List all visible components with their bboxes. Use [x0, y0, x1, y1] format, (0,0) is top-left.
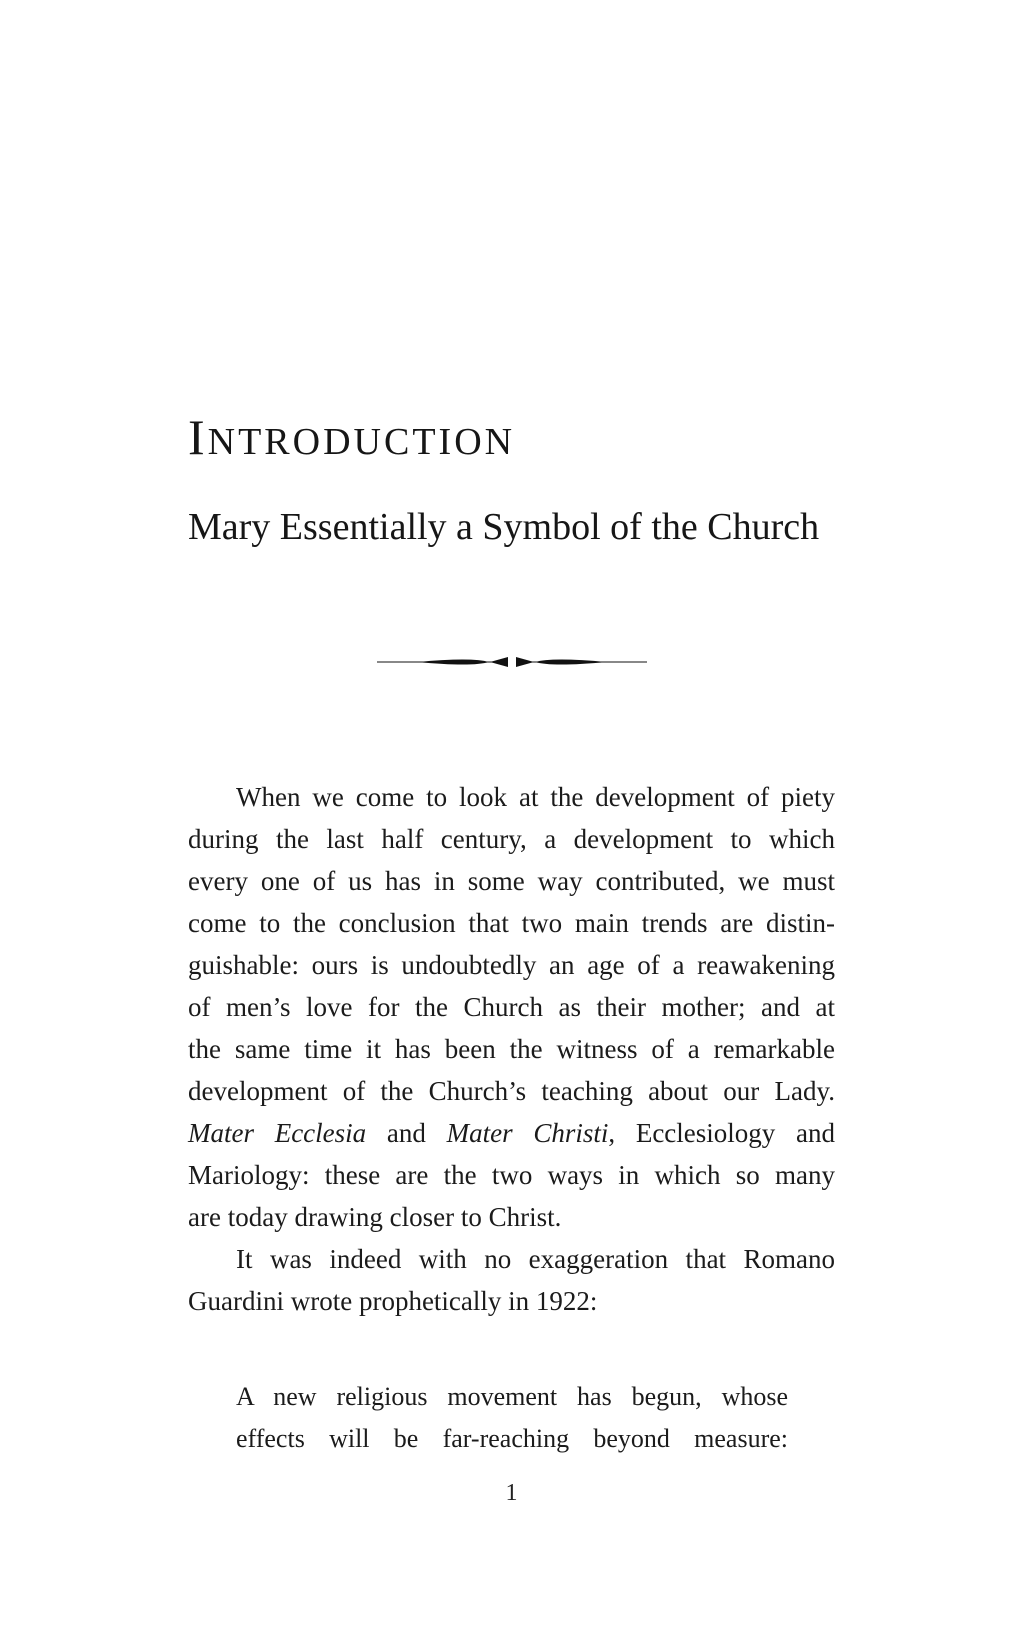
paragraph — [188, 776, 835, 1238]
chapter-heading — [188, 409, 835, 465]
text-segment: of men’s love for the Church as their mother; and at — [188, 992, 835, 1022]
text-line — [188, 1196, 835, 1238]
text-segment: , Ecclesiology and — [608, 1118, 835, 1148]
text-segment: come to the conclusion that two main trends are distin- — [188, 908, 835, 938]
text-segment: Guardini wrote prophetically in 1922: — [188, 1286, 598, 1316]
chapter-heading-initial: I — [188, 409, 208, 465]
italic-text-segment: Mater Ecclesia — [188, 1118, 367, 1148]
text-line — [188, 1280, 835, 1322]
text-line — [188, 902, 835, 944]
text-segment: Mariology: these are the two ways in which so many — [188, 1160, 835, 1190]
text-segment: A new religious movement has begun, whose — [236, 1382, 788, 1411]
chapter-heading-rest: NTRODUCTION — [207, 421, 516, 463]
text-line — [188, 1154, 835, 1196]
page-number: 1 — [505, 1480, 518, 1506]
ornamental-rule-icon — [377, 654, 647, 670]
text-segment: and — [366, 1118, 447, 1148]
text-line — [236, 1376, 788, 1418]
text-line — [188, 860, 835, 902]
italic-text-segment: Mater Christi — [446, 1118, 609, 1148]
ornamental-divider — [188, 654, 835, 672]
text-segment: the same time it has been the witness of a remarkable — [188, 1034, 835, 1064]
text-line — [188, 776, 835, 818]
text-segment: It was indeed with no exaggeration that Romano — [236, 1244, 835, 1274]
text-segment: are today drawing closer to Christ. — [188, 1202, 562, 1232]
text-segment: development of the Church’s teaching about our Lady. — [188, 1076, 835, 1106]
body-text — [188, 776, 835, 1460]
text-line — [188, 1112, 835, 1154]
text-segment: When we come to look at the development of piety — [236, 782, 835, 812]
text-line — [188, 1238, 835, 1280]
text-segment: guishable: ours is undoubtedly an age of a reawakening — [188, 950, 835, 980]
chapter-subtitle: Mary Essentially a Symbol of the Church — [188, 506, 820, 548]
text-segment: effects will be far-reaching beyond measure: — [236, 1424, 788, 1453]
text-line — [188, 818, 835, 860]
text-line — [236, 1418, 788, 1460]
text-line — [188, 1070, 835, 1112]
text-line — [188, 986, 835, 1028]
text-segment: every one of us has in some way contributed, we must — [188, 866, 835, 896]
text-segment: during the last half century, a development to which — [188, 824, 835, 854]
paragraph — [188, 1238, 835, 1322]
text-line — [188, 944, 835, 986]
block-quote — [236, 1376, 788, 1460]
text-line — [188, 1028, 835, 1070]
